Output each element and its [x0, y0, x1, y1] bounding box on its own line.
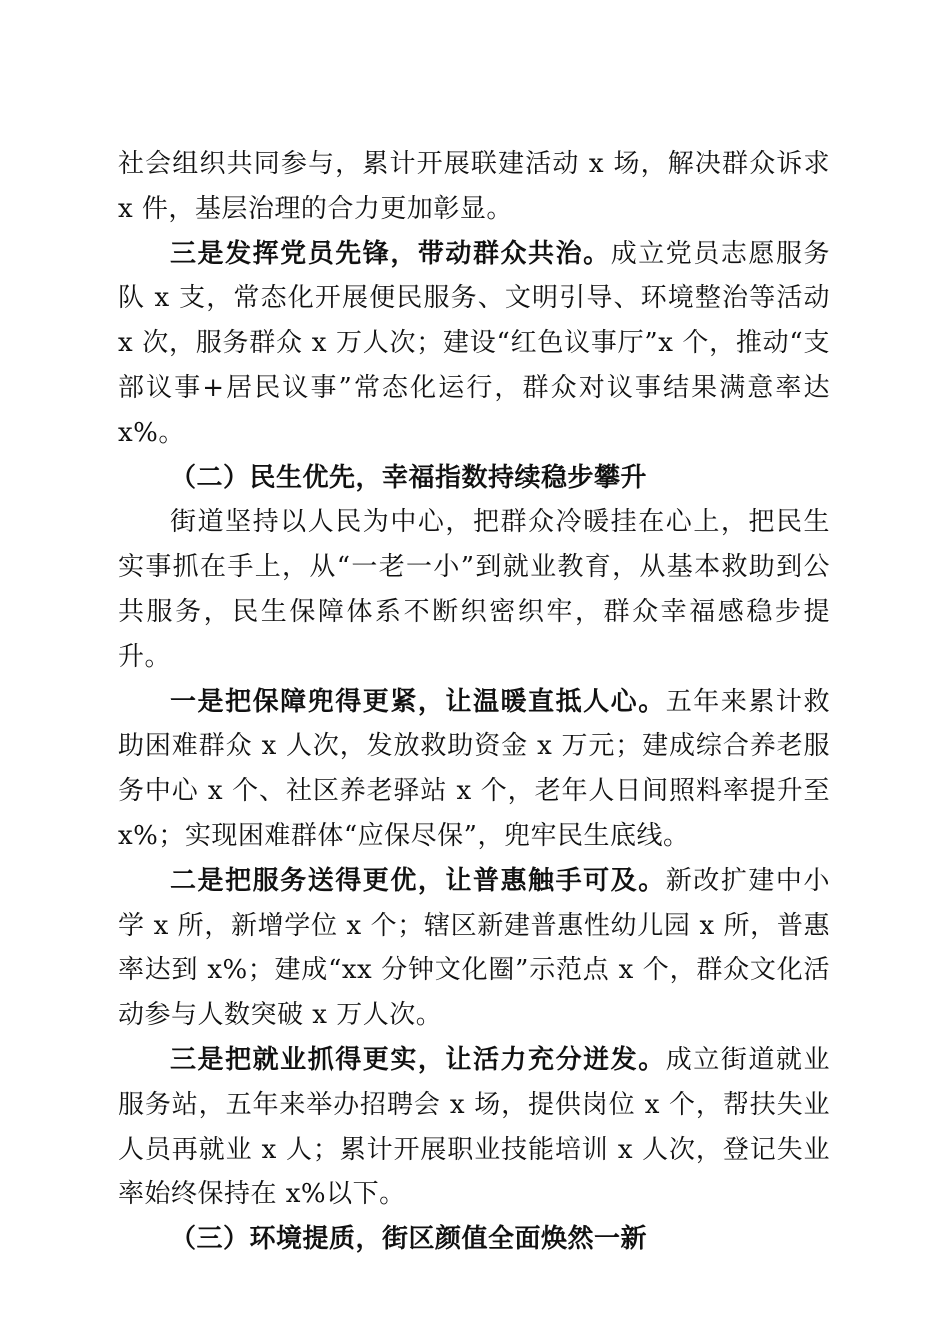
paragraph-3: [118, 500, 830, 679]
paragraph-6-lead: 三是把就业抓得更实，让活力充分迸发。: [170, 1044, 666, 1075]
section-heading-3: （三）环境提质，街区颜值全面焕然一新: [170, 1224, 648, 1255]
paragraph-2-text: 成立党员志愿服务队 x 支，常态化开展便民服务、文明引导、环境整治等活动 x 次，服务群众 x 万人次；建设“红色议事厅”x 个，推动“支部议事+居民议事”常态化运行，群众对议事结果满意率达 x%。: [118, 238, 830, 448]
section-heading-2: （二）民生优先，幸福指数持续稳步攀升: [170, 462, 648, 493]
paragraph-2-lead: 三是发挥党员先锋，带动群众共治。: [170, 238, 611, 269]
paragraph-5: [118, 859, 830, 1038]
paragraph-3-text: 街道坚持以人民为中心，把群众冷暖挂在心上，把民生实事抓在手上，从“一老一小”到就业教育，从基本救助到公共服务，民生保障体系不断织密织牢，群众幸福感稳步提升。: [118, 507, 830, 672]
paragraph-6: [118, 1038, 830, 1217]
paragraph-4-lead: 一是把保障兜得更紧，让温暖直抵人心。: [170, 686, 666, 717]
paragraph-5-text: 新改扩建中小学 x 所，新增学位 x 个；辖区新建普惠性幼儿园 x 所，普惠率达到 x%；建成“xx 分钟文化圈”示范点 x 个，群众文化活动参与人数突破 x 万人次。: [118, 865, 830, 1031]
paragraph-4-text: 五年来累计救助困难群众 x 人次，发放救助资金 x 万元；建成综合养老服务中心 x 个、社区养老驿站 x 个，老年人日间照料率提升至 x%；实现困难群体“应保尽保”，兜牢民生底线。: [118, 686, 830, 851]
paragraph-1-text: 社会组织共同参与，累计开展联建活动 x 场，解决群众诉求 x 件，基层治理的合力更加彰显。: [118, 149, 830, 224]
paragraph-1: [118, 142, 830, 232]
paragraph-4: [118, 680, 830, 859]
paragraph-6-text: 成立街道就业服务站，五年来举办招聘会 x 场，提供岗位 x 个，帮扶失业人员再就业 x 人；累计开展职业技能培训 x 人次，登记失业率始终保持在 x%以下。: [118, 1044, 830, 1210]
paragraph-5-lead: 二是把服务送得更优，让普惠触手可及。: [170, 865, 666, 896]
document-body: [118, 142, 830, 1262]
paragraph-2: [118, 232, 830, 456]
